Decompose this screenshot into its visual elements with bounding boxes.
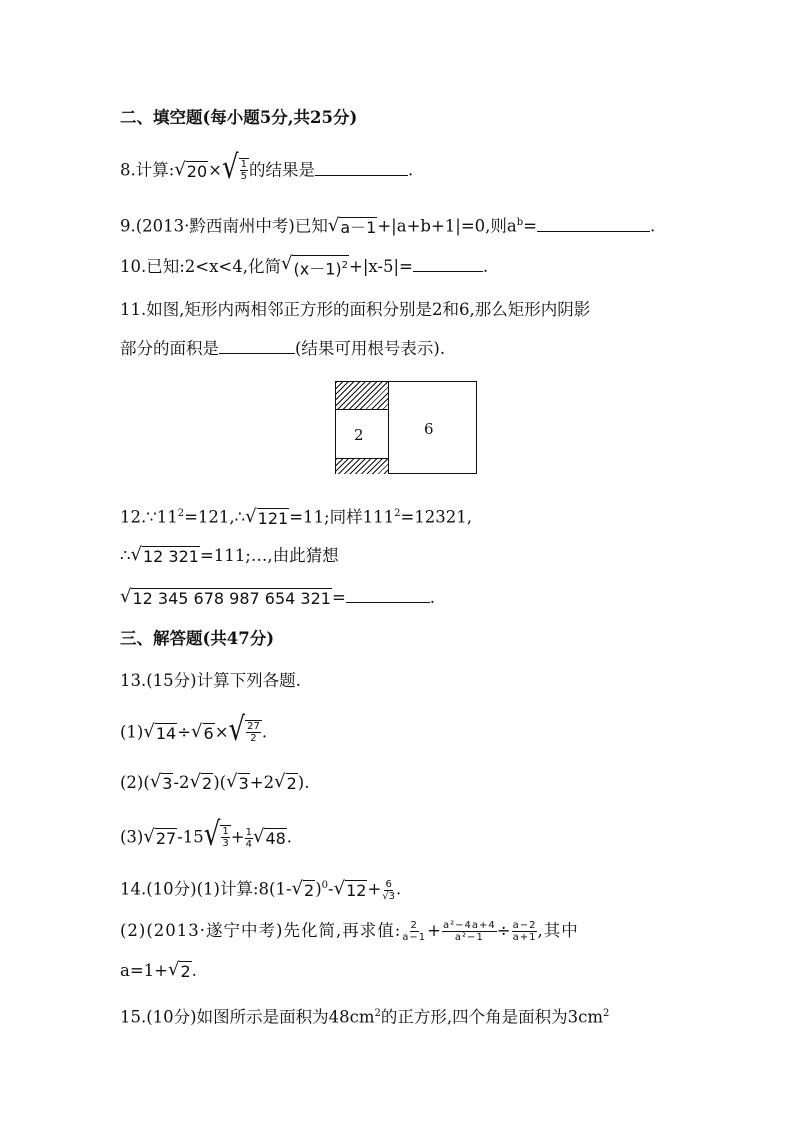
question-8: 8.计算: √ 20 × √ $\frac{1}{5}$ 的结果是 .: [120, 149, 414, 187]
question-12-line-2: ∴ √ 12 321 =111;…,由此猜想: [120, 544, 339, 566]
shaded-region-bottom: [336, 458, 388, 474]
question-14-part-3: a=1+ √ 2 .: [120, 959, 197, 981]
section-3-heading: 三、解答题(共47分): [120, 629, 275, 648]
question-12-line-1: $12.\because 11^2=121,\therefore$ √ 121 =11;同样$111^2=12321$,: [120, 505, 473, 528]
question-9: 9.(2013·黔西南州中考)已知 √ a－1 +|a+b+1|=0,则$a^b=$ .: [120, 214, 656, 237]
section-2-heading: 二、填空题(每小题5分,共25分): [120, 108, 358, 127]
question-12-line-3: √ 12 345 678 987 654 321 = .: [120, 586, 436, 608]
q12-sqrt-12321: √ 12 321: [130, 544, 199, 566]
large-square-label: 6: [424, 420, 434, 438]
shaded-region-top: [336, 382, 388, 410]
rectangle-figure: [335, 381, 477, 474]
q10-sqrt: √ $(x-1)^2$: [281, 253, 348, 279]
q12-sqrt-long: √ 12 345 678 987 654 321: [120, 586, 331, 608]
q10-prefix: 10.已知:2<x<4,化简: [120, 257, 281, 276]
q13-p1-sqrt-frac: √ $\frac{27}{2}$: [228, 711, 260, 749]
question-11-line-2: 部分的面积是 (结果可用根号表示).: [120, 339, 446, 358]
question-13-part-3: (3) √ 27 -15 √ $\frac{1}{3}$ + $\frac{1}{4}$ √ 48 .: [120, 816, 293, 854]
q8-times: ×: [208, 160, 222, 180]
question-15-line-1: 15.(10分)如图所示是面积为$48cm^2$的正方形,四个角是面积为$3cm^2$: [120, 1007, 610, 1027]
question-11-line-1: 11.如图,矩形内两相邻正方形的面积分别是2和6,那么矩形内阴影: [120, 300, 591, 319]
q9-prefix: 9.(2013·黔西南州中考)已知: [120, 216, 328, 236]
q8-prefix: 8.计算:: [120, 160, 175, 180]
q12-answer-blank[interactable]: [346, 586, 430, 603]
q8-suffix: 的结果是: [248, 160, 315, 180]
q8-sqrt-20: √ 20: [174, 158, 208, 181]
question-14-part-1: 14.(10分)(1)计算:8(1- √ 2 )$^0$- √ 12 + $\frac{6}{√3}$ .: [120, 877, 402, 902]
q11-answer-blank[interactable]: [219, 337, 295, 354]
q13-p3-sqrt-frac: √ $\frac{1}{3}$: [203, 816, 229, 854]
q8-sqrt-frac: √ $\frac{1}{5}$: [221, 149, 247, 187]
question-14-part-2: (2)(2013·遂宁中考)先化简,再求值: $\frac{2}{a-1}$ + $\frac{\text{a²−4a+4}}{\text{a²−1}}$ ÷ $\frac{a-2}{a+1}$ ,其中: [120, 920, 579, 943]
question-10: 10.已知:2<x<4,化简 √ $(x-1)^2$ +|x-5|= .: [120, 253, 489, 279]
small-square-label: 2: [354, 426, 364, 444]
question-13-part-1: (1) √ 14 ÷ √ 6 × √ $\frac{27}{2}$ .: [120, 711, 268, 749]
q10-answer-blank[interactable]: [413, 255, 483, 272]
q12-sqrt-121: √ 121: [245, 505, 289, 528]
q9-sqrt: √ a－1: [327, 214, 377, 237]
question-13-part-2: (2)( √ 3 -2 √ 2 )( √ 3 +2 √ 2 ).: [120, 771, 310, 793]
q9-answer-blank[interactable]: [537, 215, 650, 232]
q8-answer-blank[interactable]: [315, 159, 408, 176]
question-13-title: 13.(15分)计算下列各题.: [120, 671, 301, 690]
